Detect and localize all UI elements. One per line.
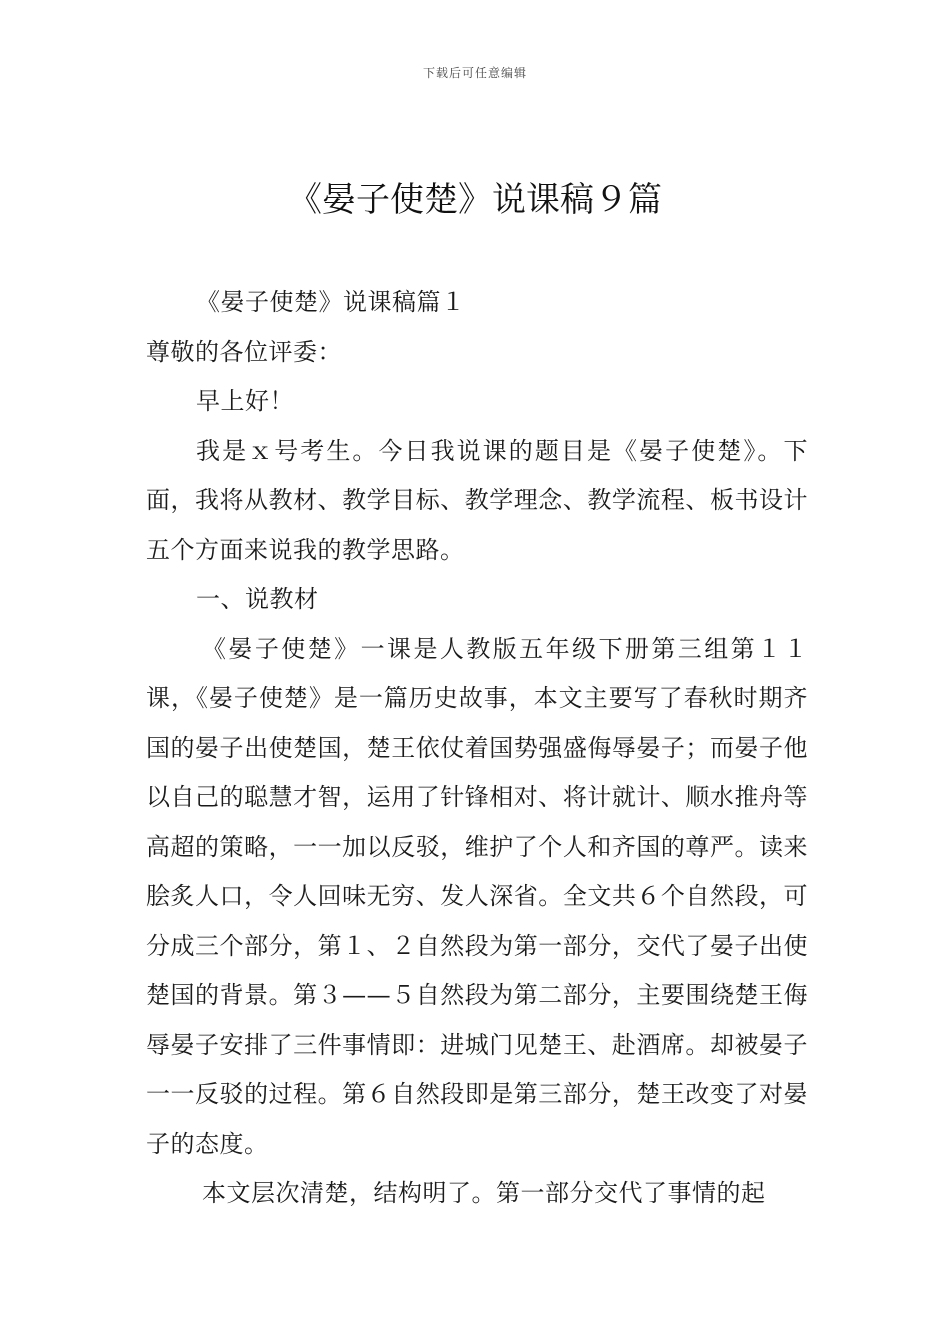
structure-paragraph: 本文层次清楚，结构明了。第一部分交代了事情的起 [202,1179,766,1207]
salutation: 尊敬的各位评委： [146,337,342,366]
section-heading-1: 《晏子使楚》说课稿篇１ [196,288,466,316]
material-paragraph: 《晏子使楚》一课是人教版五年级下册第三组第１１课，《晏子使楚》是一篇历史故事，本文主要写了春秋时期齐国的晏子出使楚国，楚王依仗着国势强盛侮辱晏子；而晏子他以自己的聪慧才智，运用了针锋相对、将计就计、顺水推舟等高超的策略，一一加以反驳，维护了个人和齐国的尊严。读来脍炙人口，令人回味无穷、发人深省。全文共６个自然段，可分成三个部分，第１、２自然段为第一部分，交代了晏子出使楚国的背景。第３——５自然段为第二部分，主要围绕楚王侮辱晏子安排了三件事情即：进城门见楚王、赴酒席。却被晏子一一反驳的过程。第６自然段即是第三部分，楚王改变了对晏子的态度。 [146,634,808,1158]
page-header-note: 下载后可任意编辑 [422,66,527,80]
intro-paragraph: 我是ｘ号考生。今日我说课的题目是《晏子使楚》。下面，我将从教材、教学目标、教学理念、教学流程、板书设计五个方面来说我的教学思路。 [146,436,808,564]
document-title: 《晏子使楚》说课稿９篇 [288,180,662,220]
greeting: 早上好！ [196,387,294,415]
document-body [146,278,808,1219]
section-heading-teaching-material: 一、说教材 [196,585,319,613]
